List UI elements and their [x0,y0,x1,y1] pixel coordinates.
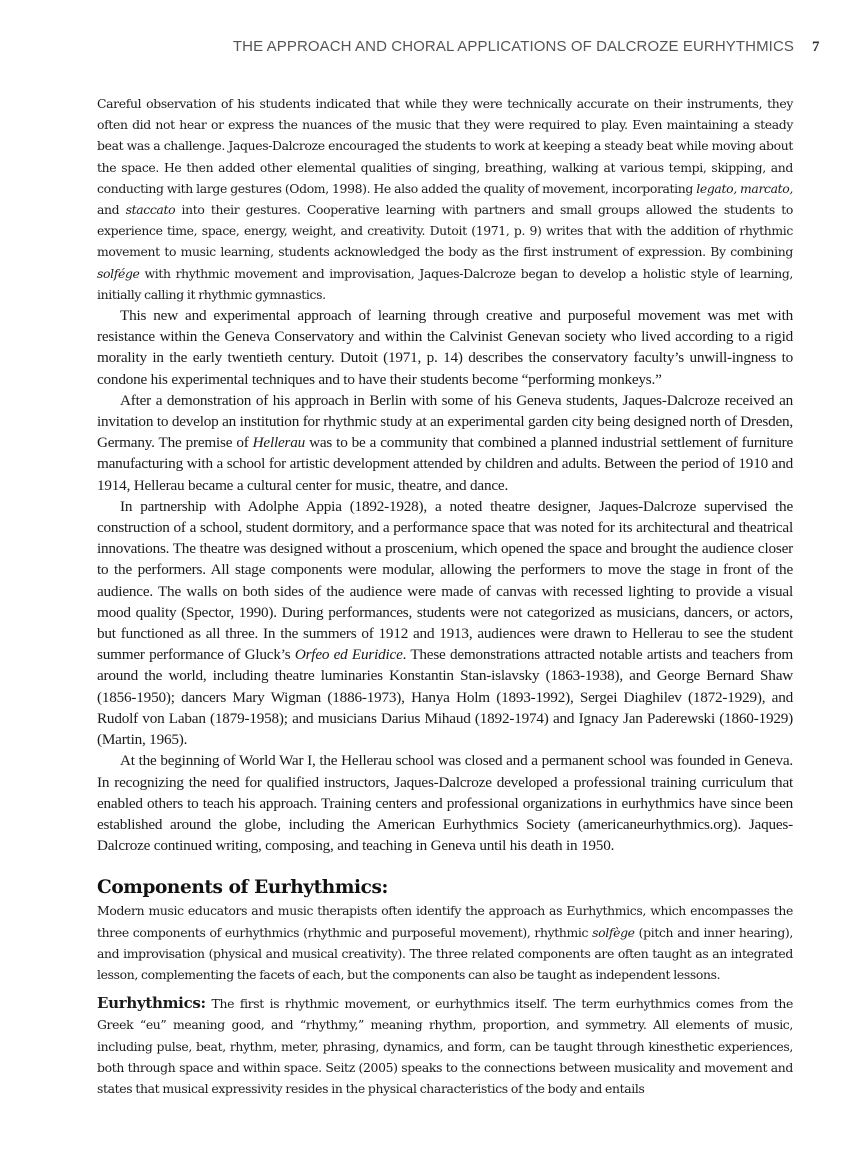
page-number: 7 [812,39,820,55]
italic-title: Orfeo ed Euridice [294,646,403,664]
page-body [97,93,793,1099]
paragraph-components-intro: Modern music educators and music therapists often identify the approach as Eurhythmics, which encompasses the three components of eurhythmics (rhythmic and purposeful movement), rhythmic solfège (pitch and inner hearing), and improvisation (physical and musical creativity). The three related components are often taught as an integrated lesson, complementing the facets of each, but the components can also be taught as independent lessons. [97,903,793,982]
run-in-heading: Eurhythmics: [97,994,206,1013]
paragraph-resistance: This new and experimental approach of learning through creative and purposeful movement was met with resistance within the Geneva Conservatory and within the Calvinist Genevan society who lived according to a rigid morality in the early twentieth century. Dutoit (1971, p. 14) describes the conservatory faculty’s unwill-ingness to condone his experimental techniques and to have their students become “performing monkeys.” [97,307,793,388]
italic-term: Hellerau [252,434,306,452]
italic-term: staccato [125,202,176,218]
section-heading: Components of Eurhythmics: [97,877,388,899]
italic-terms: legato, marcato, [696,180,793,196]
running-header: THE APPROACH AND CHORAL APPLICATIONS OF DALCROZE EURHYTHMICS [232,38,794,55]
paragraph-appia-partnership: In partnership with Adolphe Appia (1892-1928), a noted theatre designer, Jaques-Dalcroze supervised the construction of a school, student dormitory, and a performance space that was noted for its architectural and theatrical innovations. The theatre was designed without a proscenium, which opened the space and brought the audience closer to the performers. All stage components were modular, allowing the performers to move the stage in front of the audience. The walls on both sides of the audience were made of canvas with recessed lighting to provide a visual mood quality (Spector, 1990). During performances, students were not categorized as musicians, dancers, or actors, but functioned as all three. In the summers of 1912 and 1913, audiences were drawn to Hellerau to see the student summer performance of Gluck’s Orfeo ed Euridice. These demonstrations attracted notable artists and teachers from around the world, including theatre luminaries Konstantin Stan-islavsky (1863-1938), and George Bernard Shaw (1856-1950); dancers Mary Wigman (1886-1973), Hanya Holm (1893-1992), Sergei Diaghilev (1872-1929), and Rudolf von Laban (1879-1958); and musicians Darius Mihaud (1892-1974) and Ignacy Jan Paderewski (1860-1929) (Martin, 1965). [97,497,793,749]
italic-term: solfége [97,265,140,281]
spacer [97,985,793,993]
paragraph-careful-observation: Careful observation of his students indicated that while they were technically accurate on their instruments, they often did not hear or express the nuances of the music that they were required to play. Even maintaining a steady beat was a challenge. Jaques-Dalcroze encouraged the students to work at keeping a steady beat while moving about the space. He then added other elemental qualities of singing, breathing, walking at various tempi, skipping, and conducting with large gestures (Odom, 1998). He also added the quality of movement, incorporating legato, marcato, and staccato into their gestures. Cooperative learning with partners and small groups allowed the students to experience time, space, energy, weight, and creativity. Dutoit (1971, p. 9) writes that with the addition of rhythmic movement to music learning, students acknowledged the body as the first instrument of expression. By combining solfége with rhythmic movement and improvisation, Jaques-Dalcroze began to develop a holistic style of learning, initially calling it rhythmic gymnastics. [97,96,793,302]
italic-term: solfège [592,924,635,940]
paragraph-hellerau: After a demonstration of his approach in Berlin with some of his Geneva students, Jaques-Dalcroze received an invitation to develop an institution for rhythmic study at an experimental garden city being designed north of Dresden, Germany. The premise of Hellerau was to be a community that combined a planned industrial settlement of furniture manufacturing with a school for artistic development attended by children and adults. Between the period of 1910 and 1914, Hellerau became a cultural center for music, theatre, and dance. [97,391,793,494]
paragraph-eurhythmics: Eurhythmics: The first is rhythmic movement, or eurhythmics itself. The term eurhythmics comes from the Greek “eu” meaning good, and “rhythmy,” meaning rhythm, proportion, and symmetry. All elements of music, including pulse, beat, rhythm, meter, phrasing, dynamics, and form, can be taught through kinesthetic experiences, both through space and within space. Seitz (2005) speaks to the connections between musicality and movement and states that musical expressivity resides in the physical characteristics of the body and entails [97,994,793,1096]
paragraph-world-war: At the beginning of World War I, the Hellerau school was closed and a permanent school was founded in Geneva. In recognizing the need for qualified instructors, Jaques-Dalcroze developed a professional training curriculum that enabled others to teach his approach. Training centers and professional organizations in eurhythmics have since been established around the globe, including the American Eurhythmics Society (americaneurhythmics.org). Jaques-Dalcroze continued writing, composing, and teaching in Geneva until his death in 1950. [97,752,793,855]
